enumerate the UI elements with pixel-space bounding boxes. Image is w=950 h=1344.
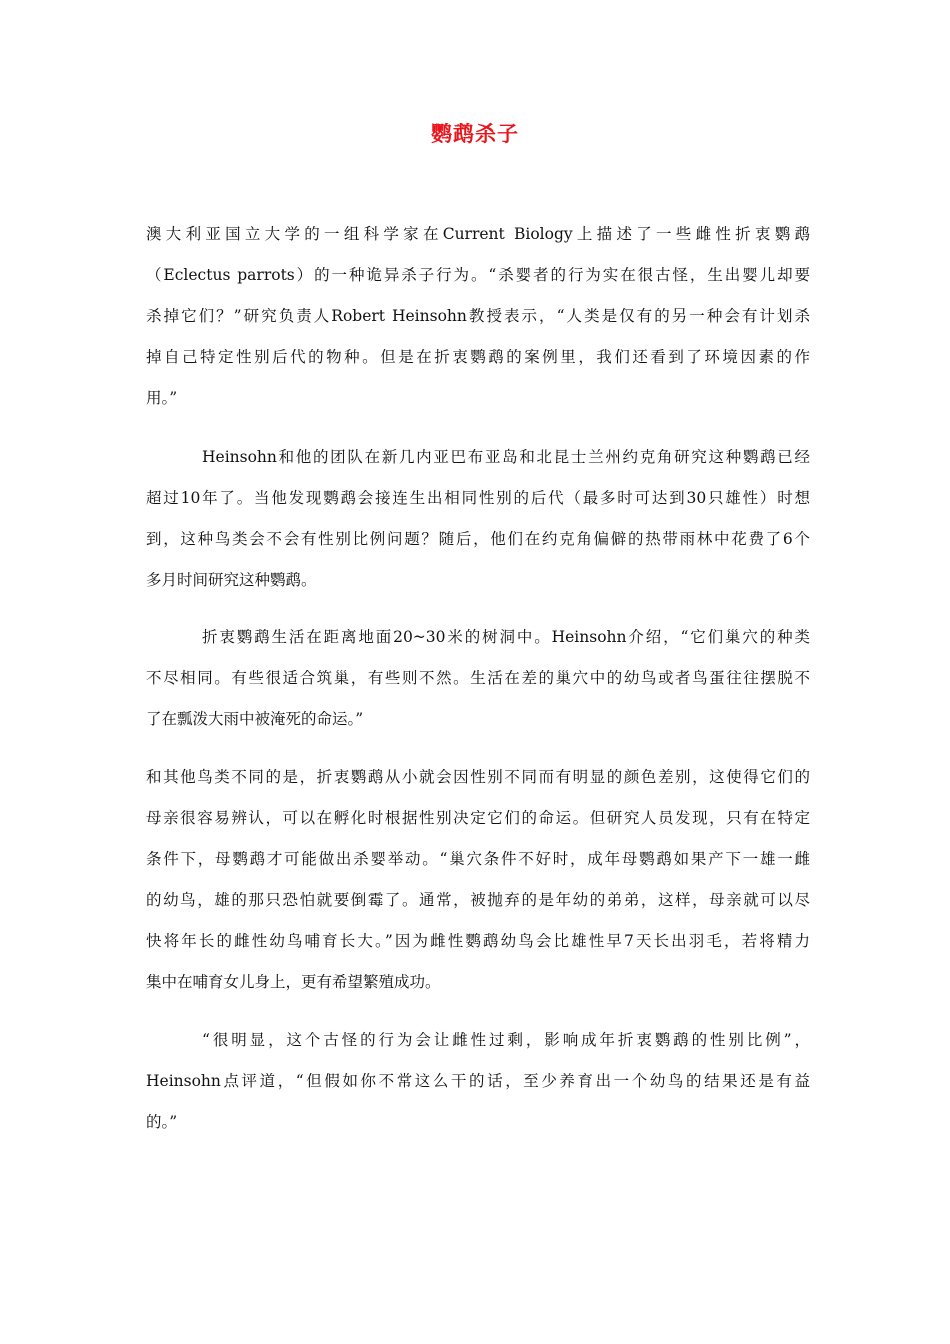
paragraph-line: 不尽相同。有些很适合筑巢，有些则不然。生活在差的巢穴中的幼鸟或者鸟蛋往往摆脱不 — [146, 669, 810, 687]
paragraph-line: 折衷鹦鹉生活在距离地面20~30米的树洞中。Heinsohn介绍，“它们巢穴的种类 — [202, 628, 810, 646]
paragraph-4 — [146, 757, 810, 1003]
paragraph-line: 快将年长的雌性幼鸟哺育长大。”因为雌性鹦鹉幼鸟会比雄性早7天长出羽毛，若将精力 — [146, 932, 810, 950]
paragraph-line: 澳大利亚国立大学的一组科学家在Current Biology上描述了一些雌性折衷鹦鹉 — [146, 225, 810, 243]
paragraph-line: 条件下，母鹦鹉才可能做出杀婴举动。“巢穴条件不好时，成年母鹦鹉如果产下一雄一雌 — [146, 850, 810, 868]
paragraph-line: 到，这种鸟类会不会有性别比例问题？随后，他们在约克角偏僻的热带雨林中花费了6个 — [146, 530, 810, 548]
paragraph-line: 集中在哺育女儿身上，更有希望繁殖成功。 — [146, 973, 441, 991]
paragraph-line: 掉自己特定性别后代的物种。但是在折衷鹦鹉的案例里，我们还看到了环境因素的作 — [146, 348, 810, 366]
paragraph-line: Heinsohn和他的团队在新几内亚巴布亚岛和北昆士兰州约克角研究这种鹦鹉已经 — [202, 448, 810, 466]
paragraph-1 — [146, 214, 810, 419]
paragraph-line: 杀掉它们？”研究负责人Robert Heinsohn教授表示，“人类是仅有的另一种会有计划杀 — [146, 307, 810, 325]
page-title: 鹦鹉杀子 — [431, 122, 519, 146]
paragraph-line: “很明显，这个古怪的行为会让雌性过剩，影响成年折衷鹦鹉的性别比例”， — [202, 1031, 810, 1049]
paragraph-line: （Eclectus parrots）的一种诡异杀子行为。“杀婴者的行为实在很古怪，生出婴儿却要 — [146, 266, 810, 284]
paragraph-line: 的幼鸟，雄的那只恐怕就要倒霉了。通常，被抛弃的是年幼的弟弟，这样，母亲就可以尽 — [146, 891, 810, 909]
paragraph-line: 多月时间研究这种鹦鹉。 — [146, 571, 317, 589]
paragraph-line: 用。” — [146, 389, 178, 407]
paragraph-line: 超过10年了。当他发现鹦鹉会接连生出相同性别的后代（最多时可达到30只雄性）时想 — [146, 489, 810, 507]
paragraph-line: 母亲很容易辨认，可以在孵化时根据性别决定它们的命运。但研究人员发现，只有在特定 — [146, 809, 810, 827]
paragraph-2 — [146, 437, 810, 601]
paragraph-5 — [146, 1020, 810, 1143]
paragraph-line: 的。” — [146, 1113, 178, 1131]
paragraph-line: 和其他鸟类不同的是，折衷鹦鹉从小就会因性别不同而有明显的颜色差别，这使得它们的 — [146, 768, 810, 786]
paragraph-3 — [146, 617, 810, 740]
paragraph-line: 了在瓢泼大雨中被淹死的命运。” — [146, 710, 364, 728]
paragraph-line: Heinsohn点评道，“但假如你不常这么干的话，至少养育出一个幼鸟的结果还是有益 — [146, 1072, 810, 1090]
